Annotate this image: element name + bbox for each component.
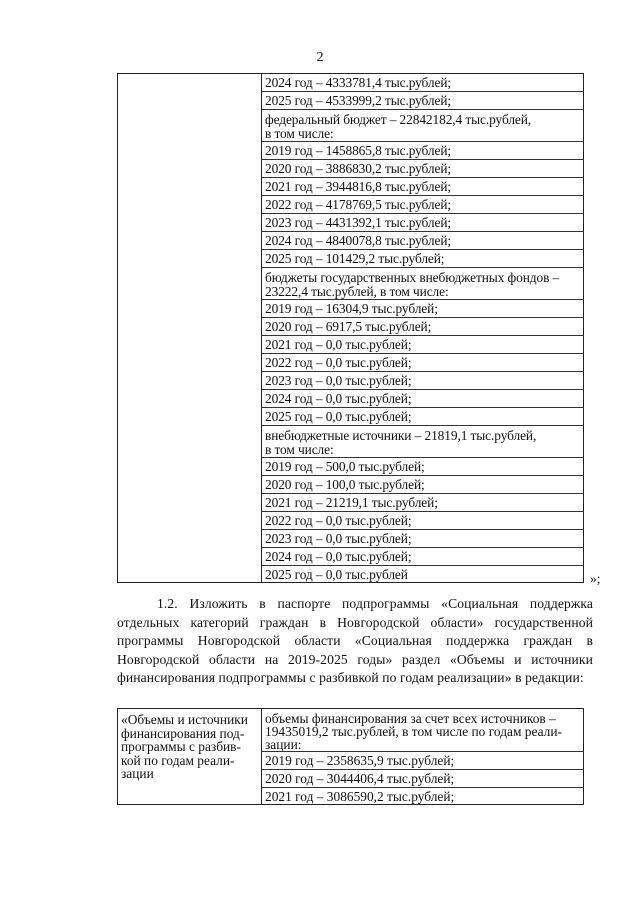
table-row [262,318,583,336]
row-line: 2025 год – 101429,2 тыс.рублей; [265,251,445,266]
table-row [262,336,583,354]
table-row [262,160,583,178]
heading-line: «Объемы и источники [121,712,248,727]
funding-table-continued [117,73,584,583]
table-row [262,142,583,160]
row-line: федеральный бюджет – 22842182,4 тыс.рублей, [265,112,532,127]
row-line: 2019 год – 2358635,9 тыс.рублей; [265,753,455,768]
funding-rows [262,709,583,804]
row-line: внебюджетные источники – 21819,1 тыс.рублей, [265,428,537,443]
row-line: 2025 год – 0,0 тыс.рублей [265,567,408,582]
row-line: в том числе: [265,125,334,141]
row-line: в том числе: [265,441,334,457]
funding-rows [262,74,583,582]
heading-line: кой по годам реали- [121,752,235,768]
page-number: 2 [316,50,324,65]
row-line: 2021 год – 0,0 тыс.рублей; [265,337,412,352]
table-row [262,354,583,372]
row-line: бюджеты государственных внебюджетных фондов – [265,270,560,285]
row-line: 2023 год – 4431392,1 тыс.рублей; [265,215,452,230]
row-line: 2023 год – 0,0 тыс.рублей; [265,531,412,546]
section-heading-cell [118,709,260,785]
row-line: 2020 год – 3886830,2 тыс.рублей; [265,161,452,176]
row-line: 2022 год – 4178769,5 тыс.рублей; [265,197,452,212]
table-row [262,110,583,142]
row-line: 2020 год – 6917,5 тыс.рублей; [265,319,432,334]
row-line: 2024 год – 0,0 тыс.рублей; [265,549,412,564]
table-row [262,512,583,530]
heading-line: финансирования под- [121,725,245,741]
row-line: 2024 год – 4840078,8 тыс.рублей; [265,233,452,248]
row-line: 2023 год – 0,0 тыс.рублей; [265,373,412,388]
row-line: 2025 год – 0,0 тыс.рублей; [265,409,412,424]
table-row [262,232,583,250]
table-row [262,92,583,110]
table-row [262,178,583,196]
table-row [262,476,583,494]
table-row [262,268,583,300]
table-row [262,530,583,548]
row-line: 2020 год – 100,0 тыс.рублей; [265,477,425,492]
heading-line: зации [121,766,154,781]
row-line: 2022 год – 0,0 тыс.рублей; [265,513,412,528]
table-row [262,300,583,318]
table-row [262,426,583,458]
table-row [262,709,583,752]
amendment-paragraph: 1.2. Изложить в паспорте подпрограммы «Социальная поддержка отдельных категорий граждан в Новгородской области» государственной программы Новгородской области «Социальная поддержка граждан в Новгородской области на 2019-2025 годы» раздел «Объемы и источники финансирования подпрограммы с разбивкой по годам реализации» в редакции: [117,596,593,685]
table-row [262,566,583,584]
table-row [262,548,583,566]
table-row [262,74,583,92]
row-line: 2024 год – 0,0 тыс.рублей; [265,391,412,406]
row-line: 19435019,2 тыс.рублей, в том числе по годам реали- [265,724,562,739]
row-line: 2020 год – 3044406,4 тыс.рублей; [265,771,455,786]
table-row [262,770,583,788]
row-line: 2019 год – 1458865,8 тыс.рублей; [265,143,452,158]
table-row [262,788,583,806]
row-line: 2021 год – 21219,1 тыс.рублей; [265,495,438,510]
row-line: 23222,4 тыс.рублей, в том числе: [265,283,449,299]
closing-quote: »; [590,571,601,586]
table-row [262,752,583,770]
table-row [262,408,583,426]
table-row [262,458,583,476]
heading-line: программы с разбив- [121,739,241,754]
table-row [262,214,583,232]
row-line: 2022 год – 0,0 тыс.рублей; [265,355,412,370]
row-line: зации: [265,737,302,752]
row-line: 2024 год – 4333781,4 тыс.рублей; [265,75,452,90]
table-row [262,494,583,512]
table-row [262,196,583,214]
row-line: 2019 год – 16304,9 тыс.рублей; [265,301,438,316]
subprogram-funding-table [117,708,584,805]
row-line: 2021 год – 3944816,8 тыс.рублей; [265,179,452,194]
row-line: объемы финансирования за счет всех источников – [265,711,556,726]
table-row [262,250,583,268]
row-line: 2025 год – 4533999,2 тыс.рублей; [265,93,452,108]
row-line: 2019 год – 500,0 тыс.рублей; [265,459,425,474]
table-row [262,390,583,408]
row-line: 2021 год – 3086590,2 тыс.рублей; [265,789,455,804]
table-row [262,372,583,390]
